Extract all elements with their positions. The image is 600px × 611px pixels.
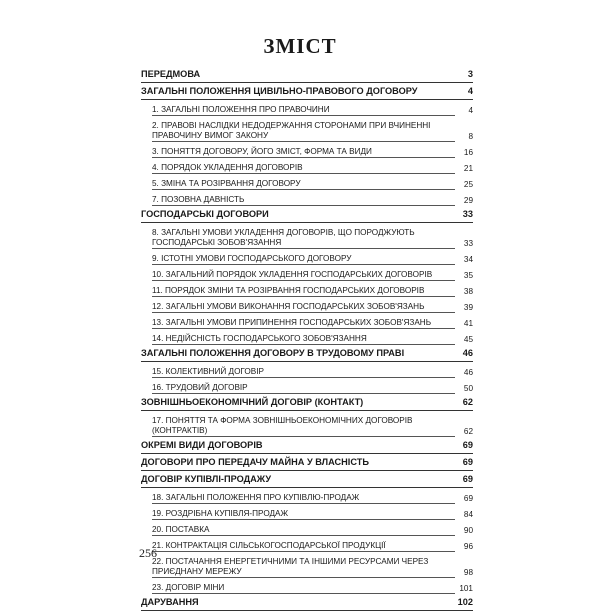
toc-entry-title: 11. ПОРЯДОК ЗМІНИ ТА РОЗІРВАННЯ ГОСПОДАРСЬКИХ ДОГОВОРІВ xyxy=(152,286,455,297)
toc-item xyxy=(141,383,473,394)
toc-entry-title: ПЕРЕДМОВА xyxy=(141,69,201,79)
toc-entry-title: 12. ЗАГАЛЬНІ УМОВИ ВИКОНАННЯ ГОСПОДАРСЬКИХ ЗОБОВ'ЯЗАНЬ xyxy=(152,302,455,313)
toc-entry-page: 69 xyxy=(463,494,473,503)
toc-entry-title: ОКРЕМІ ВИДИ ДОГОВОРІВ xyxy=(141,440,263,450)
toc-entry-title: 8. ЗАГАЛЬНІ УМОВИ УКЛАДЕННЯ ДОГОВОРІВ, ЩО ПОРОДЖУЮТЬ ГОСПОДАРСЬКІ ЗОБОВ'ЯЗАННЯ xyxy=(152,228,455,249)
toc-item xyxy=(141,493,473,504)
toc-item xyxy=(141,228,473,249)
toc-entry-title: 18. ЗАГАЛЬНІ ПОЛОЖЕННЯ ПРО КУПІВЛЮ-ПРОДАЖ xyxy=(152,493,455,504)
toc-item xyxy=(141,105,473,116)
toc-entry-title: 7. ПОЗОВНА ДАВНІСТЬ xyxy=(152,195,455,206)
toc-entry-title: ДАРУВАННЯ xyxy=(141,597,199,607)
toc-entry-page: 34 xyxy=(463,255,473,264)
toc-entry-title: ГОСПОДАРСЬКІ ДОГОВОРИ xyxy=(141,209,269,219)
toc-item xyxy=(141,318,473,329)
toc-section xyxy=(141,474,473,488)
toc-section xyxy=(141,397,473,411)
toc-entry-page: 102 xyxy=(457,597,473,607)
toc-item xyxy=(141,302,473,313)
toc-entry-title: 22. ПОСТАЧАННЯ ЕНЕРГЕТИЧНИМИ ТА ІНШИМИ РЕСУРСАМИ ЧЕРЕЗ ПРИЄДНАНУ МЕРЕЖУ xyxy=(152,557,455,578)
page-number: 256 xyxy=(139,546,157,560)
toc-entry-title: 20. ПОСТАВКА xyxy=(152,525,455,536)
toc-entry-page: 33 xyxy=(463,239,473,248)
toc-entry-title: 14. НЕДІЙСНІСТЬ ГОСПОДАРСЬКОГО ЗОБОВ'ЯЗАННЯ xyxy=(152,334,455,345)
toc-item xyxy=(141,541,473,552)
toc-entry-title: 10. ЗАГАЛЬНИЙ ПОРЯДОК УКЛАДЕННЯ ГОСПОДАРСЬКИХ ДОГОВОРІВ xyxy=(152,270,455,281)
toc-entry-page: 35 xyxy=(463,271,473,280)
toc-item xyxy=(141,286,473,297)
toc-entry-page: 3 xyxy=(467,69,473,79)
toc-entry-title: ДОГОВІР КУПІВЛІ-ПРОДАЖУ xyxy=(141,474,272,484)
toc-entry-title: ЗАГАЛЬНІ ПОЛОЖЕННЯ ДОГОВОРУ В ТРУДОВОМУ ПРАВІ xyxy=(141,348,405,358)
toc-entry-title: 19. РОЗДРІБНА КУПІВЛЯ-ПРОДАЖ xyxy=(152,509,455,520)
toc-entry-page: 39 xyxy=(463,303,473,312)
toc-entry-title: 9. ІСТОТНІ УМОВИ ГОСПОДАРСЬКОГО ДОГОВОРУ xyxy=(152,254,455,265)
toc-entry-page: 41 xyxy=(463,319,473,328)
toc-section xyxy=(141,209,473,223)
toc-entry-page: 33 xyxy=(462,209,473,219)
toc-item xyxy=(141,163,473,174)
toc-section xyxy=(141,86,473,100)
toc-item xyxy=(141,254,473,265)
toc-entry-page: 45 xyxy=(463,335,473,344)
toc-entry-page: 16 xyxy=(463,148,473,157)
toc-item xyxy=(141,270,473,281)
toc-entry-title: 16. ТРУДОВИЙ ДОГОВІР xyxy=(152,383,455,394)
toc-entry-page: 84 xyxy=(463,510,473,519)
toc-item xyxy=(141,509,473,520)
toc-section xyxy=(141,69,473,83)
toc-entry-page: 69 xyxy=(462,457,473,467)
toc-entry-page: 69 xyxy=(462,474,473,484)
toc-item xyxy=(141,121,473,142)
toc-entry-title: 15. КОЛЕКТИВНИЙ ДОГОВІР xyxy=(152,367,455,378)
toc-entry-title: ЗОВНІШНЬОЕКОНОМІЧНИЙ ДОГОВІР (КОНТАКТ) xyxy=(141,397,364,407)
toc-item xyxy=(141,557,473,578)
toc-item xyxy=(141,334,473,345)
toc-entry-page: 46 xyxy=(462,348,473,358)
toc-item xyxy=(141,583,473,594)
toc-entry-title: ДОГОВОРИ ПРО ПЕРЕДАЧУ МАЙНА У ВЛАСНІСТЬ xyxy=(141,457,369,467)
toc-section xyxy=(141,597,473,611)
toc-entry-title: 17. ПОНЯТТЯ ТА ФОРМА ЗОВНІШНЬОЕКОНОМІЧНИХ ДОГОВОРІВ (КОНТРАКТІВ) xyxy=(152,416,455,437)
toc-entry-title: 1. ЗАГАЛЬНІ ПОЛОЖЕННЯ ПРО ПРАВОЧИНИ xyxy=(152,105,455,116)
toc-entry-title: 23. ДОГОВІР МІНИ xyxy=(152,583,455,594)
toc-entry-page: 101 xyxy=(459,584,473,593)
toc-entry-page: 69 xyxy=(462,440,473,450)
toc-section xyxy=(141,440,473,454)
toc-entry-title: 2. ПРАВОВІ НАСЛІДКИ НЕДОДЕРЖАННЯ СТОРОНАМИ ПРИ ВЧИНЕННІ ПРАВОЧИНУ ВИМОГ ЗАКОНУ xyxy=(152,121,455,142)
toc-entry-page: 96 xyxy=(463,542,473,551)
toc-entry-page: 62 xyxy=(462,397,473,407)
toc-entry-title: 3. ПОНЯТТЯ ДОГОВОРУ, ЙОГО ЗМІСТ, ФОРМА ТА ВИДИ xyxy=(152,147,455,158)
table-of-contents xyxy=(141,66,473,611)
toc-entry-page: 25 xyxy=(463,180,473,189)
toc-entry-page: 4 xyxy=(468,106,473,115)
toc-entry-page: 21 xyxy=(463,164,473,173)
toc-entry-page: 38 xyxy=(463,287,473,296)
toc-item xyxy=(141,179,473,190)
toc-entry-title: 5. ЗМІНА ТА РОЗІРВАННЯ ДОГОВОРУ xyxy=(152,179,455,190)
toc-section xyxy=(141,457,473,471)
toc-item xyxy=(141,416,473,437)
toc-entry-title: 21. КОНТРАКТАЦІЯ СІЛЬСЬКОГОСПОДАРСЬКОЇ ПРОДУКЦІЇ xyxy=(152,541,455,552)
toc-entry-page: 46 xyxy=(463,368,473,377)
toc-entry-page: 62 xyxy=(463,427,473,436)
toc-entry-page: 4 xyxy=(467,86,473,96)
toc-entry-page: 8 xyxy=(468,132,473,141)
toc-section xyxy=(141,348,473,362)
toc-entry-page: 29 xyxy=(463,196,473,205)
toc-entry-title: ЗАГАЛЬНІ ПОЛОЖЕННЯ ЦИВІЛЬНО-ПРАВОВОГО ДОГОВОРУ xyxy=(141,86,418,96)
toc-entry-page: 90 xyxy=(463,526,473,535)
toc-entry-page: 50 xyxy=(463,384,473,393)
toc-item xyxy=(141,195,473,206)
toc-entry-title: 4. ПОРЯДОК УКЛАДЕННЯ ДОГОВОРІВ xyxy=(152,163,455,174)
toc-item xyxy=(141,367,473,378)
toc-entry-title: 13. ЗАГАЛЬНІ УМОВИ ПРИПИНЕННЯ ГОСПОДАРСЬКИХ ЗОБОВ'ЯЗАНЬ xyxy=(152,318,455,329)
toc-item xyxy=(141,525,473,536)
toc-entry-page: 98 xyxy=(463,568,473,577)
toc-item xyxy=(141,147,473,158)
page-title: ЗМІСТ xyxy=(263,34,337,58)
